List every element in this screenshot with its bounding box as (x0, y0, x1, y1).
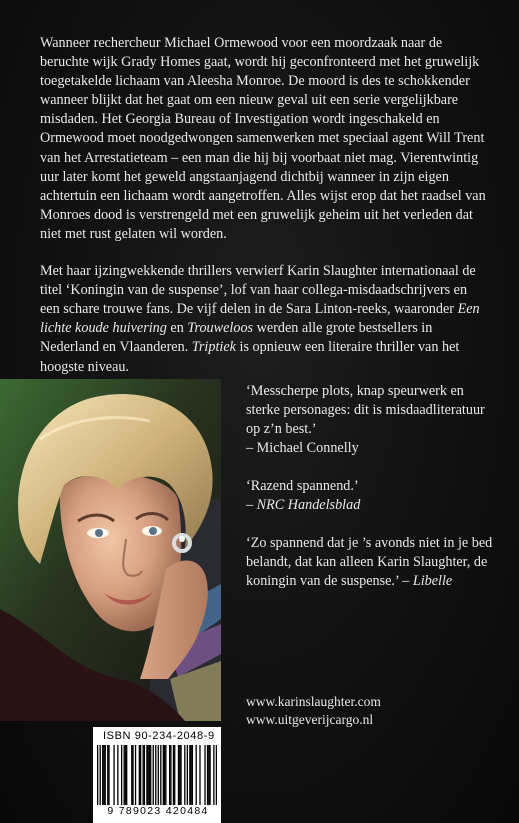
barcode-bar (125, 745, 126, 805)
barcode-bar (190, 745, 191, 805)
barcode-label (93, 727, 221, 823)
barcode-bar (174, 745, 175, 805)
quote-text: ‘Razend spannend.’ (246, 478, 359, 494)
barcode-bar (196, 745, 197, 805)
barcode-bar (131, 745, 132, 805)
barcode-bar (184, 745, 185, 805)
ean-digits: 9 789023 420484 (107, 805, 209, 817)
barcode-bar (144, 745, 145, 805)
barcode-bar (160, 745, 161, 805)
barcode-bar (199, 745, 200, 805)
barcode-bar (163, 745, 164, 805)
author-text: werden alle grote bestsellers in Nederland en Vlaanderen. (40, 320, 433, 356)
barcode-bar (192, 745, 193, 805)
barcode-bar (187, 745, 188, 805)
barcode-bar (103, 745, 104, 805)
quote-text: ‘Zo spannend dat je ’s avonds niet in je bed belandt, dat kan alleen Karin Slaughter, de koningin van de suspense.’ – (246, 535, 493, 589)
barcode-bar (117, 745, 118, 805)
review-quotes (246, 382, 501, 610)
barcode-bar (142, 745, 143, 805)
barcode-bar (97, 745, 98, 805)
barcode-bar (150, 745, 151, 805)
barcode-icon (97, 745, 217, 805)
review-quote (246, 382, 501, 458)
barcode-bar (140, 745, 141, 805)
websites (246, 693, 381, 729)
author-photo (0, 379, 221, 721)
barcode-bar (124, 745, 125, 805)
book-title: Een lichte koude huivering (40, 301, 480, 337)
barcode-bar (153, 745, 154, 805)
author-paragraph (40, 262, 488, 377)
barcode-bar (126, 745, 127, 805)
barcode-bar (102, 745, 103, 805)
barcode-bar (139, 745, 140, 805)
barcode-bar (158, 745, 159, 805)
barcode-bar (216, 745, 217, 805)
book-title: Trouweloos (187, 320, 254, 337)
barcode-bar (113, 745, 114, 805)
barcode-bar (178, 745, 179, 805)
synopsis-paragraph: Wanneer rechercheur Michael Ormewood voor een moordzaak naar de beruchte wijk Grady Homes gaat, wordt hij geconfronteerd met het gruwelijk toegetakelde lichaam van Aleesha Monroe. De moord is des te schokkender wanneer blijkt dat het gaat om een nieuw geval uit een serie vergelijkbare misdaden. Het Georgia Bureau of Investigation wordt ingeschakeld en Ormewood moet noodgedwongen samenwerken met speciaal agent Will Trent van het Arrestatieteam – een man die hij bij voorbaat niet mag. Vierentwintig uur later komt het geweld angstaanjagend dichtbij wanneer in zijn eigen achtertuin een lichaam wordt aangetroffen. Alles wijst erop dat het raadsel van Monroes dood is verstrengeld met een gruwelijk geheim uit het verleden dat niet met rust gelaten wil worden. (40, 35, 486, 242)
review-quote (246, 534, 501, 591)
synopsis (40, 34, 488, 395)
barcode-bar (100, 745, 101, 805)
isbn-number: ISBN 90-234-2048-9 (103, 730, 215, 742)
barcode-bar (105, 745, 106, 805)
barcode-bar (164, 745, 165, 805)
barcode-bar (180, 745, 181, 805)
quote-source: Libelle (412, 573, 453, 589)
author-text: is opnieuw een literaire thriller van het hoogste niveau. (40, 339, 460, 375)
barcode-bar (135, 745, 136, 805)
book-title: Triptiek (191, 339, 236, 356)
barcode-bar (173, 745, 174, 805)
barcode-bar (213, 745, 214, 805)
barcode-bar (148, 745, 149, 805)
barcode-bar (149, 745, 150, 805)
barcode-bar (208, 745, 209, 805)
quote-attribution: – Michael Connelly (246, 440, 359, 456)
barcode-bar (169, 745, 170, 805)
author-text: Met haar ijzingwekkende thrillers verwierf Karin Slaughter internationaal de titel ‘Koningin van de suspense’, lof van haar collega-misdaadschrijvers en een schare trouwe fans. De vijf delen in de Sara Linton-reeks, waaronder (40, 263, 476, 318)
author-portrait-illustration (0, 379, 221, 721)
barcode-bar (209, 745, 210, 805)
publisher-website-link[interactable]: www.uitgeverijcargo.nl (246, 712, 374, 727)
barcode-bar (121, 745, 122, 805)
quote-text: ‘Messcherpe plots, knap speurwerk en sterke personages: dit is misdaadliteratuur op z’n best.’ (246, 383, 485, 437)
quote-attribution: – NRC Handelsblad (246, 497, 361, 513)
author-website-link[interactable]: www.karinslaughter.com (246, 694, 381, 709)
author-text: en (166, 320, 188, 337)
barcode-bar (146, 745, 147, 805)
barcode-bar (132, 745, 133, 805)
barcode-bar (179, 745, 180, 805)
barcode-bar (155, 745, 156, 805)
review-quote (246, 477, 501, 515)
barcode-bar (107, 745, 108, 805)
barcode-bar (170, 745, 171, 805)
barcode-bar (108, 745, 109, 805)
barcode-bar (207, 745, 208, 805)
barcode-bar (204, 745, 205, 805)
barcode-bar (165, 745, 166, 805)
barcode-bar (189, 745, 190, 805)
